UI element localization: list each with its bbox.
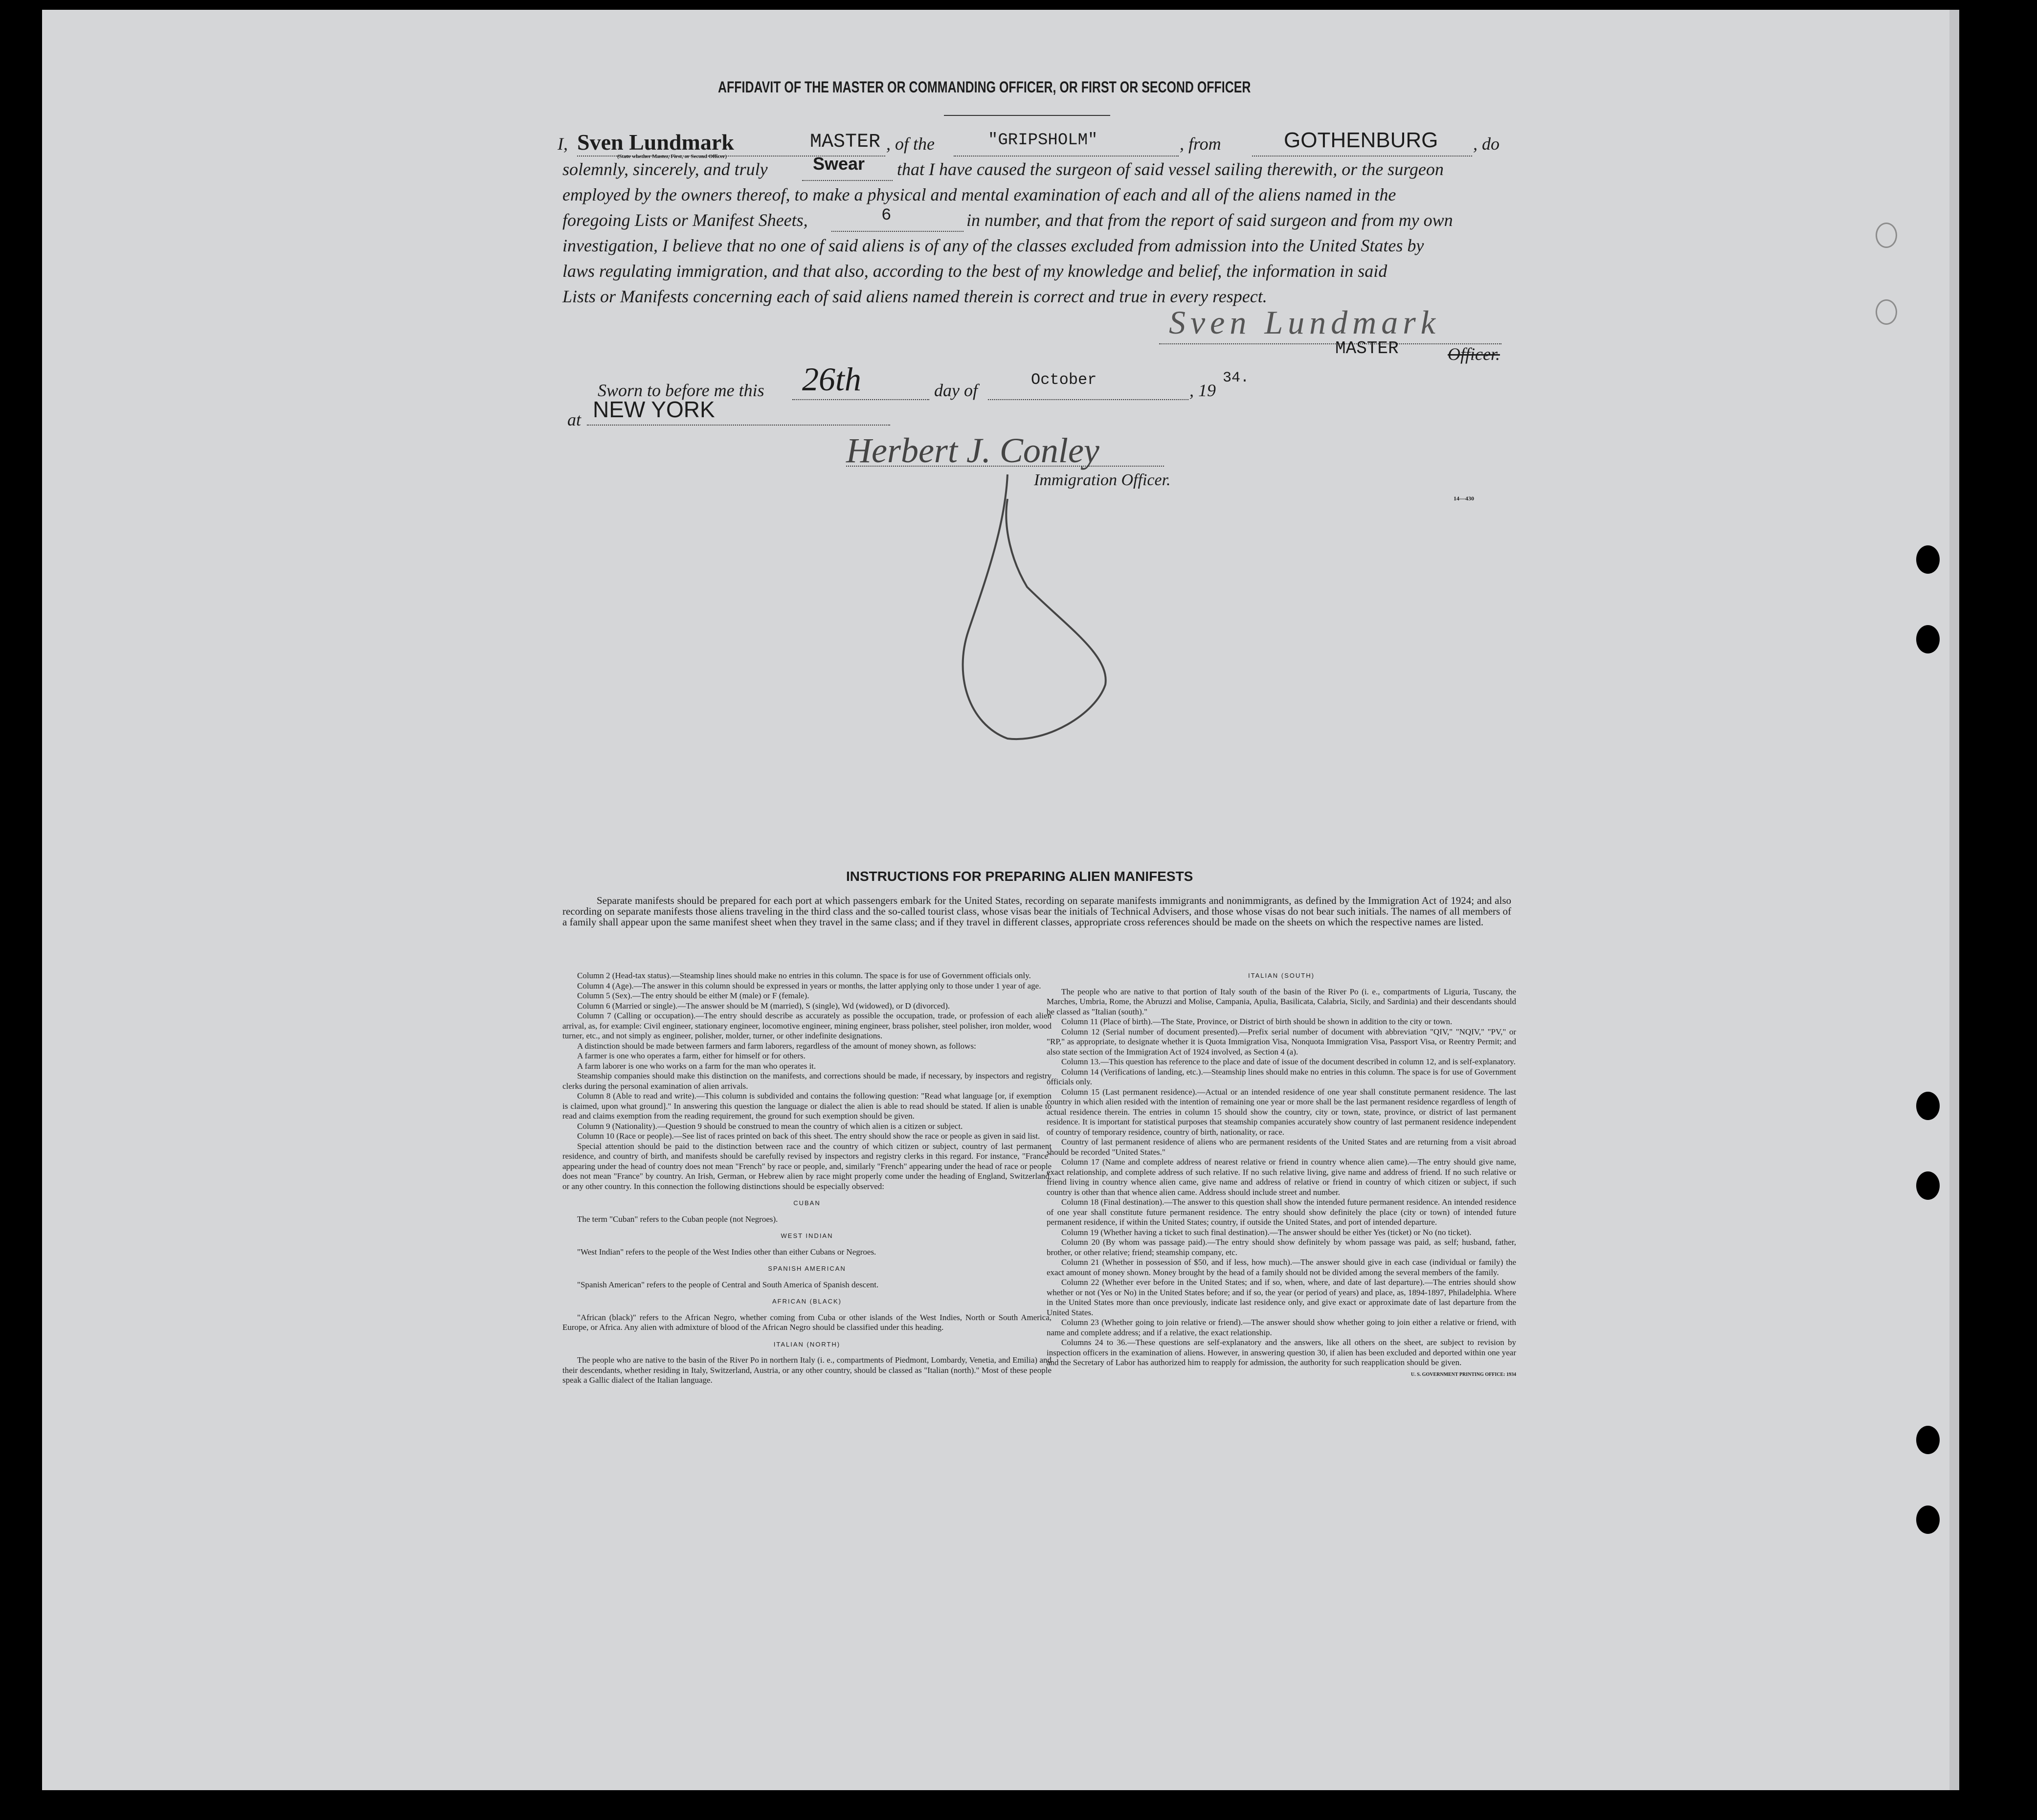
from-text: , from (1180, 134, 1221, 154)
instructions-right-column (1047, 971, 1516, 1380)
oath-lead-text: solemnly, sincerely, and truly (562, 159, 768, 179)
right-paragraph: Column 11 (Place of birth).—The State, Province, or District of birth should be shown in addition to the city or town. (1061, 1017, 1453, 1026)
heading-spanish-american: SPANISH AMERICAN (768, 1265, 846, 1272)
left-paragraph: Column 2 (Head-tax status).—Steamship lines should make no entries in this column. The space is for use of Government officials only. (577, 971, 1031, 980)
affidavit-line-5: investigation, I believe that no one of said aliens is of any of the classes excluded from admission into the United States by (562, 236, 1424, 255)
struck-officer-text: Officer. (1448, 344, 1500, 364)
left-paragraph: Column 10 (Race or people).—See list of races printed on back of this sheet. The entry should show the race or people as given in said list. (577, 1131, 1040, 1141)
african-paragraph: "African (black)" refers to the African Negro, whether coming from Cuba or other islands of the West Indies, North or South America, Europe, or Africa. Any alien with admixture of blood of the African Negro should be classified under this heading. (562, 1312, 1052, 1332)
form-number: 14—430 (1454, 495, 1474, 502)
heading-italian-south: ITALIAN (SOUTH) (1248, 972, 1315, 979)
officer-title: Immigration Officer. (1034, 471, 1171, 489)
title-rule (944, 115, 1110, 116)
affidavit-title: AFFIDAVIT OF THE MASTER OR COMMANDING OFFICER, OR FIRST OR SECOND OFFICER (718, 78, 1251, 96)
left-paragraph: A farm laborer is one who works on a farm for the man who operates it. (577, 1061, 816, 1071)
west-indian-paragraph: "West Indian" refers to the people of the West Indies other than either Cubans or Negroes. (577, 1247, 876, 1257)
printer-line: U. S. GOVERNMENT PRINTING OFFICE: 1934 (1410, 1371, 1516, 1377)
affidavit-line-3: employed by the owners thereof, to make a physical and mental examination of each and all of the aliens named in the (562, 185, 1396, 204)
affidavit-line-6: laws regulating immigration, and that also, according to the best of my knowledge and belief, the information in said (562, 261, 1388, 281)
sworn-place: NEW YORK (593, 397, 715, 422)
right-paragraph: Column 17 (Name and complete address of nearest relative or friend in country whence alien came).—The entry should give name, exact relationship, and complete address of such relative. If no such relative living, give name and address of friend. If no such relative or friend living in country whence alien came, give name and address of relative or friend in country of which citizen or subject, if such country is other than that whence alien came. Address should include street and number. (1047, 1157, 1516, 1197)
signer-title: MASTER (1335, 338, 1399, 359)
officer-signature: Herbert J. Conley (846, 431, 1099, 470)
heading-west-indian: WEST INDIAN (781, 1232, 833, 1239)
binder-hole (1916, 1426, 1940, 1454)
binder-hole (1876, 299, 1897, 325)
sworn-day: 26th (802, 360, 861, 398)
port-name: GOTHENBURG (1284, 128, 1438, 152)
year-suffix: 34. (1223, 370, 1250, 386)
right-paragraph: Column 19 (Whether having a ticket to such final destination).—The answer should be either Yes (ticket) or No (no ticket). (1061, 1227, 1472, 1237)
rank-note: (State whether Master, First, or Second Officer) (617, 154, 727, 159)
oath-rest-text: that I have caused the surgeon of said vessel sailing therewith, or the surgeon (897, 159, 1444, 179)
right-paragraph: Column 20 (By whom was passage paid).—The entry should show definitely by whom passage was paid, as self; husband, father, brother, or other relative; friend; steamship company, etc. (1047, 1237, 1516, 1257)
right-paragraph: Column 23 (Whether going to join relative or friend).—The answer should show whether going to join either a relative or friend, with name and complete address; and if a relative, the exact relationship. (1047, 1318, 1516, 1337)
day-of-text: day of (934, 381, 978, 400)
right-paragraph: Column 13.—This question has reference to the place and date of issue of the document described in column 12, and is self-explanatory. (1061, 1057, 1516, 1066)
right-paragraph: Column 18 (Final destination).—The answer to this question shall show the intended future permanent residence. An intended residence of one year shall constitute future permanent residence. The entry should show definitely the place (city or town) of intended future permanent residence, if within the United States; country, if outside the United States, and port of intended departure. (1047, 1197, 1516, 1227)
right-paragraph: Columns 24 to 36.—These questions are self-explanatory and the answers, like all others on the sheet, are subject to revision by inspection officers in the examination of aliens. However, in answering question 30, if alien has been excluded and deported within one year and the Secretary of Labor has authorized him to reapply for admission, the authority for such reapplication should be given. (1047, 1338, 1516, 1367)
master-signature: Sven Lundmark (1169, 304, 1440, 341)
left-paragraph: Column 9 (Nationality).—Question 9 should be construed to mean the country of which alien is a citizen or subject. (577, 1121, 963, 1131)
oath-value: Swear (813, 154, 865, 174)
year-prefix: , 19 (1189, 381, 1216, 400)
left-paragraph: Column 8 (Able to read and write).—This column is subdivided and contains the following question: "Read what language [or, if exemption is claimed, upon what ground]." In answering this question the language or dialect the alien is able to read should be stated. If alien is unable to read and claims exemption from the reading requirement, the ground for such exemption should be given. (562, 1091, 1052, 1121)
right-paragraph: Country of last permanent residence of aliens who are permanent residents of the United States and are returning from a visit abroad should be recorded "United States." (1047, 1137, 1516, 1157)
affidavit-line-7: Lists or Manifests concerning each of said aliens named therein is correct and true in every respect. (562, 287, 1267, 306)
binder-hole (1876, 223, 1897, 248)
left-paragraph: A farmer is one who operates a farm, either for himself or for others. (577, 1051, 806, 1060)
left-paragraph: Column 7 (Calling or occupation).—The entry should describe as accurately as possible the occupation, trade, or profession of each alien arrival, as, for example: Civil engineer, stationary engineer, locomotive engineer, mining engineer, brass polisher, steel polisher, iron molder, wood turner, etc., and not simply as engineer, polisher, molder, turner, or other indefinite designations. (562, 1011, 1052, 1040)
affidavit-i: I, (558, 134, 568, 154)
left-paragraph: Steamship companies should make this distinction on the manifests, and corrections should be made, if necessary, by inspectors and registry clerks during the personal examination of alien arrivals. (562, 1071, 1052, 1091)
right-paragraph: Column 14 (Verifications of landing, etc.).—Steamship lines should make no entries in this column. The space is for use of Government officials only. (1047, 1067, 1516, 1086)
day-line (792, 399, 929, 400)
left-paragraph: Column 6 (Married or single).—The answer should be M (married), S (single), Wd (widowed), or D (divorced). (577, 1001, 950, 1011)
heading-african: AFRICAN (BLACK) (772, 1298, 842, 1305)
at-text: at (567, 410, 582, 429)
sworn-text: Sworn to before me this (598, 381, 764, 400)
left-paragraph: Special attention should be paid to the distinction between race and the country of which citizen or subject, country of last permanent residence, and country of birth, and manifests should be carefully revised by inspectors and registry clerks in this regard. For instance, "France" appearing under the head of country does not mean "French" by race or people, and, similarly "French" appearing under the head of race or people does not mean "France" by country. An Irish, German, or Hebrew alien by race might properly come under the heading of England, Switzerland, or any other country. In this connection the following distinctions should be especially observed: (562, 1141, 1052, 1191)
sheets-lead-text: foregoing Lists or Manifest Sheets, (562, 210, 808, 230)
vessel-name: "GRIPSHOLM" (988, 131, 1098, 150)
master-name: Sven Lundmark (577, 130, 734, 155)
binder-hole (1916, 1171, 1940, 1200)
sheets-line (831, 231, 963, 232)
right-paragraph: The people who are native to that portion of Italy south of the basin of the River Po (i. e., compartments of Liguria, Tuscany, the Marches, Umbria, Rome, the Abruzzi and Molise, Campania, Apulia, Basilicata, Calabria, Sicily, and Sardinia) and their descendants should be classed as "Italian (south)." (1047, 987, 1516, 1016)
binder-hole (1916, 545, 1940, 574)
rank-value: MASTER (810, 131, 881, 153)
of-the-text: , of the (886, 134, 935, 154)
binder-hole (1916, 1505, 1940, 1534)
month-line (988, 399, 1188, 400)
instructions-title: INSTRUCTIONS FOR PREPARING ALIEN MANIFESTS (846, 869, 1193, 884)
right-paragraph: Column 15 (Last permanent residence).—Actual or an intended residence of one year shall constitute permanent residence. The last country in which alien resided with the intention of remaining one year or more shall be the last permanent residence regardless of length of actual residence therein. The entries in column 15 should show the country, city or town, state, province, or district of last permanent residence. It is important for statistical purposes that steamship companies accurately show country of last permanent residence independent of country of temporary residence, country of birth, nationality, or race. (1047, 1087, 1516, 1137)
heading-italian-north: ITALIAN (NORTH) (773, 1340, 841, 1348)
instructions-intro: Separate manifests should be prepared for each port at which passengers embark for the United States, recording on separate manifests immigrants and nonimmigrants, as defined by the Immigration Act of 1924; and also recording on separate manifests those aliens traveling in the third class and the so-called tourist class, whose visas bear the initials of Technical Advisers, and those whose visas do not bear such initials. The names of all members of a family shall appear upon the same manifest sheet when they travel in the same class; and if they travel in different classes, appropriate cross references should be made on the sheets on which the respective names are listed. (562, 895, 1511, 928)
cuban-paragraph: The term "Cuban" refers to the Cuban people (not Negroes). (577, 1214, 778, 1224)
right-paragraph: Column 22 (Whether ever before in the United States; and if so, when, where, and date of last departure).—The entries should show whether or not (Yes or No) in the United States before; and if so, the year (or period of years) and place, as, 1894-1897, Philadelphia. Where in the United States more than once previously, indicate last residence only, and give exact or approximate date of last departure from the United States. (1047, 1278, 1516, 1317)
instructions-left-column (562, 971, 1052, 1386)
do-text: , do (1473, 134, 1500, 154)
binder-hole (1916, 625, 1940, 653)
officer-line (846, 466, 1164, 467)
left-paragraph: A distinction should be made between farmers and farm laborers, regardless of the amount of money shown, as follows: (577, 1041, 976, 1051)
oath-line (802, 180, 893, 181)
place-line (587, 425, 890, 426)
sheets-count: 6 (881, 206, 892, 225)
sworn-month: October (1031, 371, 1097, 389)
right-paragraph: Column 12 (Serial number of document presented).—Prefix serial number of document with abbreviation "QIV," "NQIV," "PV," or "RP," as appropriate, to designate whether it is Quota Immigration Visa, Nonquota Immigration Visa, Passport Visa, or Reentry Permit; and also state section of the Immigration Act of 1924 involved, as Section 4 (a). (1047, 1027, 1516, 1056)
binder-hole (1916, 1092, 1940, 1120)
sheets-rest-text: in number, and that from the report of said surgeon and from my own (966, 210, 1453, 230)
spanish-american-paragraph: "Spanish American" refers to the people of Central and South America of Spanish descent. (577, 1280, 879, 1289)
right-paragraph: Column 21 (Whether in possession of $50, and if less, how much).—The answer should give in each case (individual or family) the exact amount of money shown. Money brought by the head of a family should not be divided among the several members of the family. (1047, 1258, 1516, 1277)
signature-flourish (949, 470, 1125, 743)
heading-cuban: CUBAN (793, 1199, 821, 1207)
left-paragraph: Column 5 (Sex).—The entry should be either M (male) or F (female). (577, 991, 809, 1000)
italian-north-paragraph: The people who are native to the basin of the River Po in northern Italy (i. e., compartments of Piedmont, Lombardy, Venetia, and Emilia) and their descendants, whether residing in Italy, Switzerland, Austria, or any other country, should be classed as "Italian (north)." Most of these people speak a Gallic dialect of the Italian language. (562, 1355, 1052, 1385)
left-paragraph: Column 4 (Age).—The answer in this column should be expressed in years or months, the latter applying only to those under 1 year of age. (577, 981, 1041, 990)
